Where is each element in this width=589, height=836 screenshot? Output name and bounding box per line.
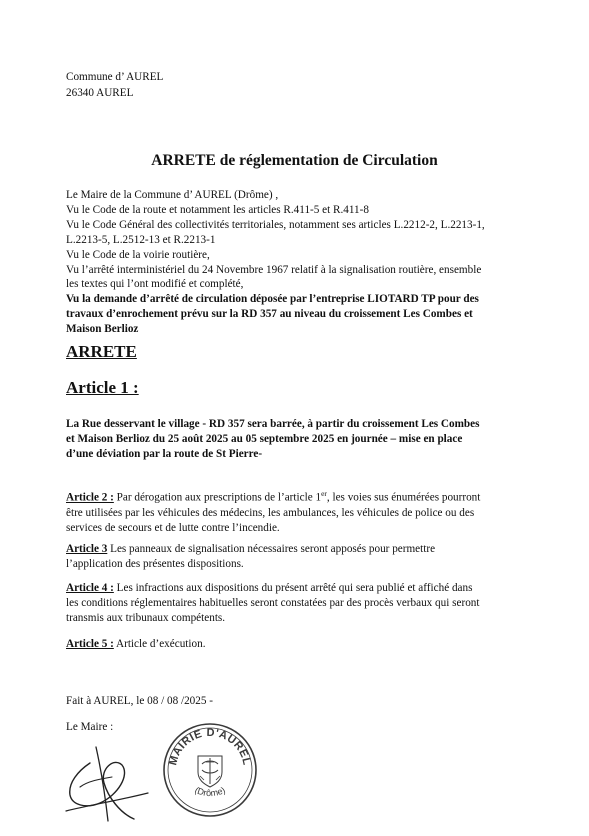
arrete-heading: ARRETE <box>66 342 137 361</box>
commune-header <box>66 70 163 101</box>
commune-name: Commune d’ AUREL <box>66 71 164 83</box>
preamble-line: les textes qui l’ont modifié et complété, <box>66 278 244 291</box>
article-1-line: La Rue desservant le village - RD 357 sera barrée, à partir du croissement Les Combes <box>66 418 480 430</box>
document-title: ARRETE de réglementation de Circulation <box>151 152 438 169</box>
preamble-line: Vu le Code Général des collectivités territoriales, notamment ses articles L.2212-2, L.2213-1, <box>66 218 485 231</box>
signing-place-date: Fait à AUREL, le 08 / 08 /2025 - <box>66 695 213 707</box>
article-5-label: Article 5 : <box>66 638 114 650</box>
article-2-superscript: er <box>321 489 327 498</box>
article-4 <box>66 581 480 627</box>
mayor-signature <box>60 735 152 825</box>
commune-address: 26340 AUREL <box>66 86 134 99</box>
article-5 <box>66 637 206 652</box>
stamp-top-text: MAIRIE D'AUREL <box>167 726 253 767</box>
article-1-heading: Article 1 : <box>66 378 139 397</box>
article-5-text: Article d’exécution. <box>113 638 206 650</box>
preamble-request-line: Vu la demande d’arrêté de circulation déposée par l’entreprise LIOTARD TP pour des <box>66 293 479 306</box>
article-3 <box>66 542 435 572</box>
preamble <box>66 188 485 337</box>
article-3-line: l’application des présentes dispositions. <box>66 558 244 571</box>
preamble-request-line: travaux d’enrochement prévu sur la RD 357 au niveau du croissement Les Combes et <box>66 308 473 321</box>
article-2-line: services de secours et de lutte contre l’incendie. <box>66 522 280 535</box>
preamble-line: L.2213-5, L.2512-13 et R.2213-1 <box>66 233 216 246</box>
signatory-label: Le Maire : <box>66 721 114 733</box>
preamble-line: Le Maire de la Commune d’ AUREL (Drôme) , <box>66 189 279 201</box>
article-3-text-start: Les panneaux de signalisation nécessaires seront apposés pour permettre <box>107 543 436 555</box>
article-4-text-start: Les infractions aux dispositions du présent arrêté qui sera publié et affiché dans <box>113 582 473 594</box>
preamble-request-line: Maison Berlioz <box>66 323 139 336</box>
article-2-text-end: , les voies sus énumérées pourront <box>326 491 481 504</box>
article-2-line: être utilisées par les véhicules des médecins, les ambulances, les véhicules de police ou des <box>66 506 475 519</box>
article-1-line: et Maison Berlioz du 25 août 2025 au 05 septembre 2025 en journée – mise en place <box>66 433 463 446</box>
stamp-bottom-text: (Drôme) <box>193 784 227 799</box>
article-4-line: les conditions réglementaires habituelles seront constatées par des procès verbaux qui seront <box>66 597 480 610</box>
town-hall-stamp <box>160 718 260 818</box>
article-1-line: d’une déviation par la route de St Pierre- <box>66 448 263 461</box>
article-1-text <box>66 417 479 463</box>
article-2 <box>66 486 480 536</box>
preamble-line: Vu le Code de la voirie routière, <box>66 248 210 261</box>
article-2-label: Article 2 : <box>66 491 114 504</box>
preamble-line: Vu le Code de la route et notamment les articles R.411-5 et R.411-8 <box>66 203 369 216</box>
coat-of-arms-icon <box>198 756 222 787</box>
preamble-line: Vu l’arrêté interministériel du 24 Novembre 1967 relatif à la signalisation routière, ensemble <box>66 263 482 276</box>
article-4-line: transmis aux tribunaux compétents. <box>66 612 226 625</box>
article-2-text-start: Par dérogation aux prescriptions de l’article 1 <box>113 491 322 504</box>
article-4-label: Article 4 : <box>66 582 114 594</box>
article-3-label: Article 3 <box>66 543 108 555</box>
